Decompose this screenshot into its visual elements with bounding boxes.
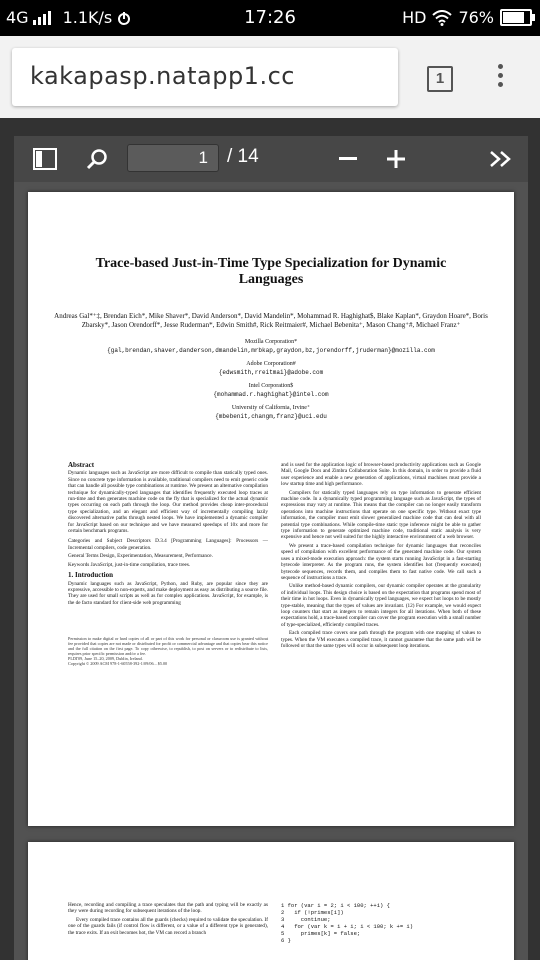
page-count: / 14: [227, 146, 259, 167]
zoom-out-button[interactable]: [336, 136, 360, 182]
body-paragraph: Unlike method-based dynamic compilers, our dynamic compiler operates at the granularity of individual loops. This design choice is based on the expectation that programs spend most of their time in hot loops. Even in dynamically typed languages, we expect hot loops to be mostly type-stable, meaning that the types of values are invariant. (12) For example, we would expect loop counters that start as integers to remain integers for all iterations. When both of these expectations hold, a trace-based compiler can cover the program execution with a small number of type-specialized, efficiently compiled traces.: [281, 583, 481, 628]
sidebar-toggle-icon[interactable]: [28, 136, 62, 182]
affiliation-emails: {gal,brendan,shaver,danderson,dmandelin,mrbkap,graydon,bz,jorendorff,jruderman}@mozilla.com: [107, 346, 435, 354]
affiliation-uci: [48, 405, 494, 420]
affiliation-name: Mozilla Corporation*: [244, 339, 298, 345]
battery-icon: [500, 9, 532, 26]
general-terms: General Terms Design, Experimentation, Measurement, Performance.: [68, 553, 213, 560]
body-paragraph: Hence, recording and compiling a trace speculates that the path and typing will be exactly as they were during recording for subsequent iterations of the loop.: [68, 902, 268, 915]
pdf-viewer[interactable]: [14, 182, 528, 960]
pdf-page-2: [28, 842, 514, 960]
hd-badge: HD: [402, 8, 427, 27]
affiliation-intel: [48, 383, 494, 398]
footnote-text: Permission to make digital or hard copies of all or part of this work for personal or classroom use is granted without fee provided that copies are not made or distributed for profit or commercial advantage and that copies bear this notice and the full citation on the first page. To copy otherwise, to republish, to post on servers or to redistribute to lists, requires prior specific permission and/or a fee.: [68, 636, 268, 657]
affiliation-name: Intel Corporation$: [248, 383, 294, 389]
intro-text: Dynamic languages such as JavaScript, Python, and Ruby, are popular since they are expressive, accessible to non-experts, and make deployment as easy as distributing a source file. They are used for small scripts as well as for complex applications. JavaScript, for example, is the de facto standard for client-side web programming: [68, 580, 268, 606]
abstract-heading: Abstract: [68, 461, 95, 469]
status-bar: [0, 0, 540, 36]
menu-icon[interactable]: [496, 64, 504, 92]
body-paragraph: and is used for the application logic of browser-based productivity applications such as Google Mail, Google Docs and Zimbra Collaboration Suite. In this domain, in order to provide a fluid user experience and enable a new generation of applications, virtual machines must provide a low startup time and high performance.: [281, 462, 481, 488]
affiliation-emails: {mohammad.r.haghighat}@intel.com: [213, 390, 329, 398]
wifi-icon: [432, 10, 452, 26]
pdf-toolbar: [14, 136, 528, 183]
body-paragraph: We present a trace-based compilation technique for dynamic languages that reconciles speed of compilation with excellent performance of the generated machine code. Our system uses a mixed-mode execution approach: the system starts running JavaScript in a fast-starting bytecode interpreter. As the program runs, the system identifies hot (frequently executed) bytecode sequences, records them, and compiles them to fast native code. We call such a sequence of instructions a trace.: [281, 542, 481, 581]
network-type: 4G: [6, 8, 29, 27]
right-column: [281, 462, 481, 651]
left-column: [68, 462, 268, 666]
footnote-conference: PLDI'09, June 15–20, 2009, Dublin, Ireland.: [68, 656, 143, 662]
tools-chevron-icon[interactable]: [486, 136, 516, 182]
abstract-text: Dynamic languages such as JavaScript are more difficult to compile than statically typed ones. Since no concrete type information is available, traditional compilers need to emit generic code that can handle all possible type combinations at runtime. We present an alternative compilation technique for dynamically-typed languages that identifies frequently executed loop traces at run-time and then generates machine code on the fly that is specialized for the actual dynamic types occurring on each path through the loop. Our method provides cheap inter-procedural type specialization, and an elegant and efficient way of incrementally compiling lazily discovered alternative paths through nested loops. We have implemented a dynamic compiler for JavaScript based on our technique and we have measured speedups of 10x and more for certain benchmark programs.: [68, 470, 268, 535]
body-paragraph: Each compiled trace covers one path through the program with one mapping of values to types. When the VM executes a compiled trace, it cannot guarantee that the same path will be followed or that the same types will occur in subsequent loop iterations.: [281, 630, 481, 649]
footnote-copyright: Copyright © 2009 ACM 978-1-60558-392-1/09/06... $5.00: [68, 661, 168, 667]
paper-title: Trace-based Just-in-Time Type Specialization for Dynamic Languages: [95, 256, 447, 287]
keywords: Keywords JavaScript, just-in-time compilation, trace trees.: [68, 561, 191, 568]
network-speed: 1.1K/s: [62, 8, 113, 27]
body-paragraph: Compilers for statically typed languages rely on type information to generate efficient machine code. In a dynamically typed programming language such as JavaScript, the types of expressions may vary at runtime. This means that the compiler can no longer easily transform operations into machine instructions that operate on one specific type. Without exact type information, the compiler must emit slower generalized machine code that can deal with all potential type combinations. While compile-time static type inference might be able to gather type information to generate optimized machine code, traditional static analysis is very expensive and hence not well suited for the highly interactive environment of a web browser.: [281, 489, 481, 541]
url-text: kakapasp.natapp1.cc: [30, 62, 295, 90]
clock: 17:26: [244, 7, 296, 28]
affiliation-emails: {mbebenit,changm,franz}@uci.edu: [215, 412, 327, 420]
pdf-page-1: [28, 192, 514, 826]
left-column: [68, 902, 268, 938]
affiliation-name: Adobe Corporation#: [246, 361, 296, 367]
intro-heading: 1. Introduction: [68, 571, 113, 580]
code-listing: 1 for (var i = 2; i < 100; ++i) { 2 if (!primes[i]) 3 continue; 4 for (var k = i + i; i < 100; k += i) 5 primes[k] = false; 6 }: [281, 902, 414, 944]
affiliation-adobe: [48, 361, 494, 376]
affiliation-emails: {edwsmith,rreitmai}@adobe.com: [218, 368, 324, 376]
page-number-input[interactable]: 1: [127, 144, 219, 172]
footnote: [68, 636, 268, 666]
affiliation-mozilla: [48, 339, 494, 354]
browser-toolbar: [0, 36, 540, 118]
battery-fill: [503, 12, 524, 23]
paper-authors: Andreas Gal*⁺‡, Brendan Eich*, Mike Shaver*, David Anderson*, David Mandelin*, Mohammad R. Haghighat$, Blake Kaplan*, Graydon Hoare*, Boris Zbarsky*, Jason Orendorff*, Jesse Ruderman*, Edwin Smith#, Rick Reitmaier#, Michael Bebenita⁺, Mason Chang⁺#, Michael Franz⁺: [54, 312, 488, 329]
categories: Categories and Subject Descriptors D.3.4 [Programming Languages]: Processors — Incremental compilers, code generation.: [68, 538, 268, 551]
zoom-in-button[interactable]: [384, 136, 408, 182]
tab-switcher-button[interactable]: 1: [427, 66, 453, 92]
search-icon[interactable]: [82, 136, 112, 182]
battery-percent: 76%: [458, 8, 494, 27]
affiliation-name: University of California, Irvine⁺: [231, 405, 311, 411]
address-bar[interactable]: [12, 48, 398, 106]
body-paragraph: Every compiled trace contains all the guards (checks) required to validate the speculation. If one of the guards fails (if control flow is different, or a value of a different type is generated), the trace exits. If an exit becomes hot, the VM can record a branch: [68, 916, 268, 936]
